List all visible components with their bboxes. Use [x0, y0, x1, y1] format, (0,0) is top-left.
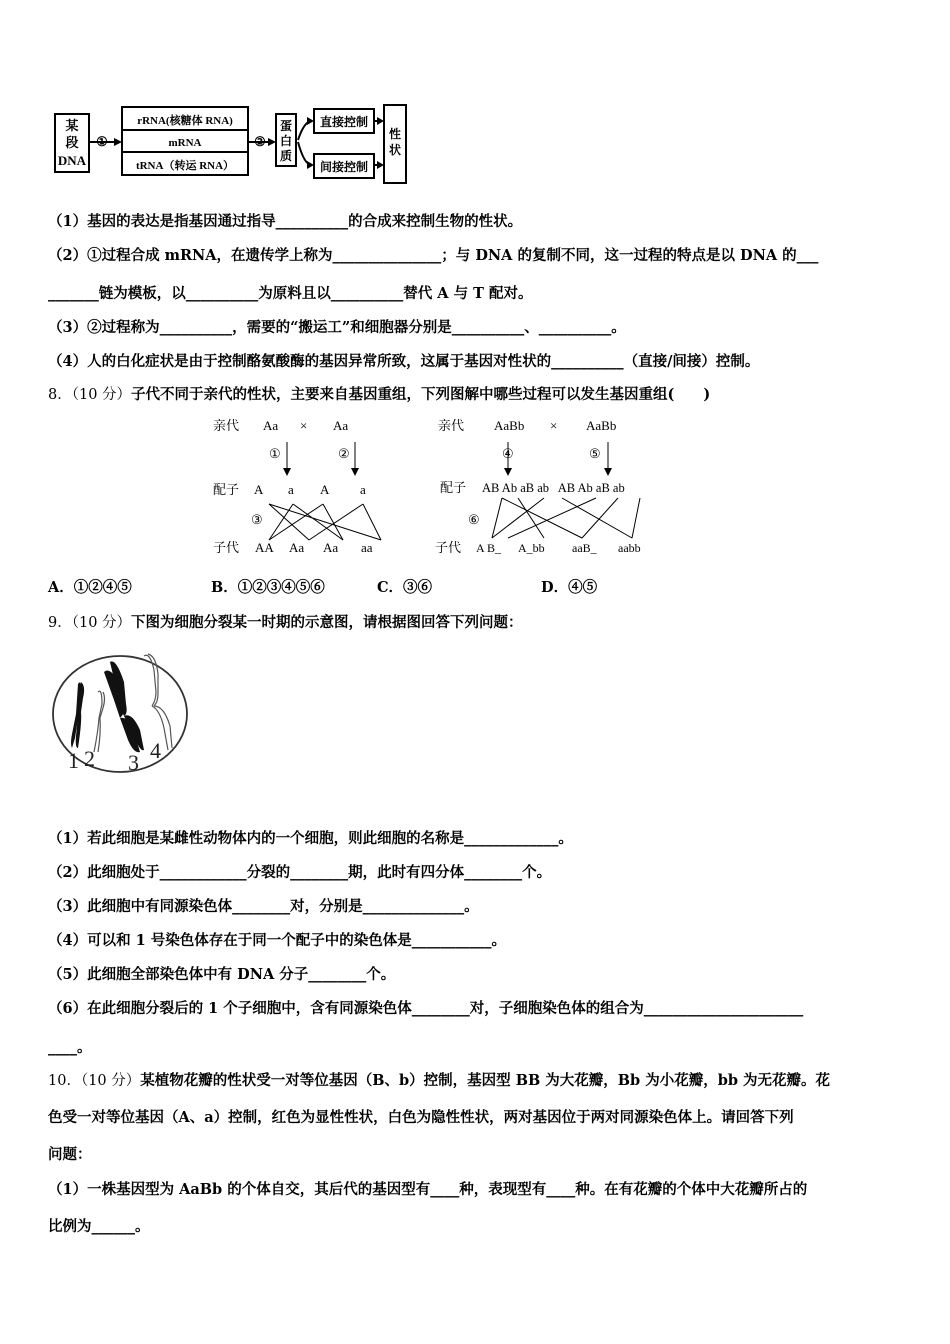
q9-sub4: （4）可以和 1 号染色体存在于同一个配子中的染色体是___________。 — [48, 932, 507, 949]
gamete: a — [360, 482, 366, 497]
arrow-down-icon — [283, 468, 291, 476]
q9-stem — [48, 613, 910, 633]
q9-text: 下图为细胞分裂某一时期的示意图，请根据图回答下列问题： — [131, 614, 523, 631]
offspring-genotype: A B_ — [476, 541, 502, 555]
step-2-label: ② — [338, 446, 350, 461]
q9-sub6: （6）在此细胞分裂后的 1 个子细胞中，含有同源染色体________对，子细胞染色体的组合为______________________ — [48, 1000, 804, 1017]
option-a[interactable]: A．①②④⑤ — [48, 579, 132, 596]
offspring-genotype: Aa — [289, 540, 305, 555]
step-1-label: ① — [96, 134, 108, 149]
protein-label: 质 — [279, 149, 293, 163]
arrow-down-icon — [504, 468, 512, 476]
q9-number: 9．（10 分） — [48, 615, 132, 631]
q10-stem-2: 色受一对等位基因（A、a）控制，红色为显性性状，白色为隐性性状，两对基因位于两对同源染色体上。请回答下列 — [48, 1109, 794, 1126]
direct-control-label: 直接控制 — [319, 115, 369, 129]
arrow-head-icon — [114, 138, 122, 146]
protein-label: 白 — [279, 134, 293, 148]
gene-expression-flow-diagram — [50, 100, 410, 190]
arrow-head-icon — [377, 117, 384, 125]
step-5-label: ⑤ — [589, 446, 601, 461]
offspring-genotype: AA — [255, 540, 274, 555]
parent-genotype: AaBb — [586, 418, 617, 433]
step-2-label: ② — [254, 134, 266, 149]
trna-label: tRNA（转运 RNA） — [135, 160, 235, 172]
offspring-label: 子代 — [213, 540, 240, 555]
q8-text: 子代不同于亲代的性状，主要来自基因重组，下列图解中哪些过程可以发生基因重组( ) — [131, 386, 711, 403]
q7-sub1: （1）基因的表达是指基因通过指导__________的合成来控制生物的性状。 — [48, 213, 523, 230]
q10-stem-3: 问题： — [48, 1146, 92, 1163]
gamete: A — [254, 482, 264, 497]
parent-genotype: Aa — [263, 418, 279, 433]
option-b[interactable]: B．①②③④⑤⑥ — [211, 579, 325, 596]
q8-number: 8．（10 分） — [48, 387, 132, 403]
gamete: a — [288, 482, 294, 497]
q10-number: 10．（10 分） — [48, 1073, 141, 1089]
q7-sub2-cont: _______链为模板，以__________为原料且以__________替代 A 与 T 配对。 — [48, 285, 533, 302]
parent-label: 亲代 — [438, 418, 465, 433]
arrow-head-icon — [307, 117, 314, 125]
indirect-control-label: 间接控制 — [319, 160, 369, 174]
cell-division-diagram — [48, 648, 193, 776]
q7-sub3: （3）②过程称为__________，需要的“搬运工”和细胞器分别是__________、__________。 — [48, 319, 626, 336]
chromosome-label: 3 — [128, 750, 139, 775]
q9-sub5: （5）此细胞全部染色体中有 DNA 分子________个。 — [48, 966, 396, 983]
rrna-label: rRNA(核糖体 RNA) — [137, 115, 233, 127]
offspring-genotype: A_bb — [518, 541, 545, 555]
arrow-head-icon — [268, 138, 276, 146]
gametes: AB Ab aB ab AB Ab aB ab — [482, 481, 625, 495]
dna-label: 某 — [65, 118, 79, 133]
protein-label: 蛋 — [279, 119, 293, 133]
q8-stem — [48, 385, 910, 405]
dna-label: DNA — [57, 153, 87, 168]
chromosome-4 — [144, 654, 172, 750]
step-6-label: ⑥ — [468, 512, 480, 527]
q9-sub3: （3）此细胞中有同源染色体________对，分别是______________。 — [48, 898, 479, 915]
chromosome-label: 4 — [150, 738, 161, 763]
arrow-head-icon — [307, 161, 314, 169]
arrow-down-icon — [351, 468, 359, 476]
q8-cross-diagram-left — [205, 412, 405, 562]
q10-sub1: （1）一株基因型为 AaBb 的个体自交，其后代的基因型有____种，表现型有____种。在有花瓣的个体中大花瓣所占的 — [48, 1181, 808, 1198]
arrow-down-icon — [604, 468, 612, 476]
q8-cross-diagram-right — [432, 412, 672, 562]
parent-label: 亲代 — [213, 418, 240, 433]
parent-genotype: Aa — [333, 418, 349, 433]
chromosome-3 — [104, 661, 144, 752]
offspring-genotype: aa — [361, 540, 373, 555]
q10-sub1-cont: 比例为______。 — [48, 1218, 150, 1235]
gamete-label: 配子 — [213, 482, 240, 497]
dna-label: 段 — [65, 135, 79, 150]
trait-label: 性 — [388, 127, 402, 141]
step-4-label: ④ — [502, 446, 514, 461]
q10-text: 某植物花瓣的性状受一对等位基因（B、b）控制，基因型 BB 为大花瓣，Bb 为小花瓣，bb 为无花瓣。花 — [140, 1072, 831, 1089]
chromosome-2 — [94, 691, 105, 752]
step-3-label: ③ — [251, 512, 263, 527]
arrow-head-icon — [377, 161, 384, 169]
q9-sub2: （2）此细胞处于____________分裂的________期，此时有四分体________个。 — [48, 864, 552, 881]
offspring-genotype: aaB_ — [572, 541, 597, 555]
q7-sub4: （4）人的白化症状是由于控制酪氨酸酶的基因异常所致，这属于基因对性状的__________（直接/间接）控制。 — [48, 353, 760, 370]
step-1-label: ① — [269, 446, 281, 461]
gamete-label: 配子 — [440, 480, 467, 495]
q7-sub2: （2）①过程合成 mRNA，在遗传学上称为_______________；与 DNA 的复制不同，这一过程的特点是以 DNA 的___ — [48, 247, 819, 264]
offspring-genotype: aabb — [618, 541, 641, 555]
q9-sub6-cont: ____。 — [48, 1039, 92, 1056]
cross-symbol: × — [300, 418, 308, 433]
offspring-genotype: Aa — [323, 540, 339, 555]
parent-genotype: AaBb — [494, 418, 525, 433]
trait-label: 状 — [388, 143, 402, 157]
cross-symbol: × — [550, 418, 558, 433]
chromosome-label: 2 — [84, 746, 95, 771]
offspring-label: 子代 — [435, 540, 462, 555]
option-c[interactable]: C．③⑥ — [377, 579, 433, 596]
chromosome-label: 1 — [68, 748, 79, 773]
mrna-label: mRNA — [168, 137, 202, 149]
gamete: A — [320, 482, 330, 497]
option-d[interactable]: D．④⑤ — [541, 579, 598, 596]
q9-sub1: （1）若此细胞是某雌性动物体内的一个细胞，则此细胞的名称是_____________。 — [48, 830, 573, 847]
q10-stem-1 — [48, 1071, 910, 1091]
